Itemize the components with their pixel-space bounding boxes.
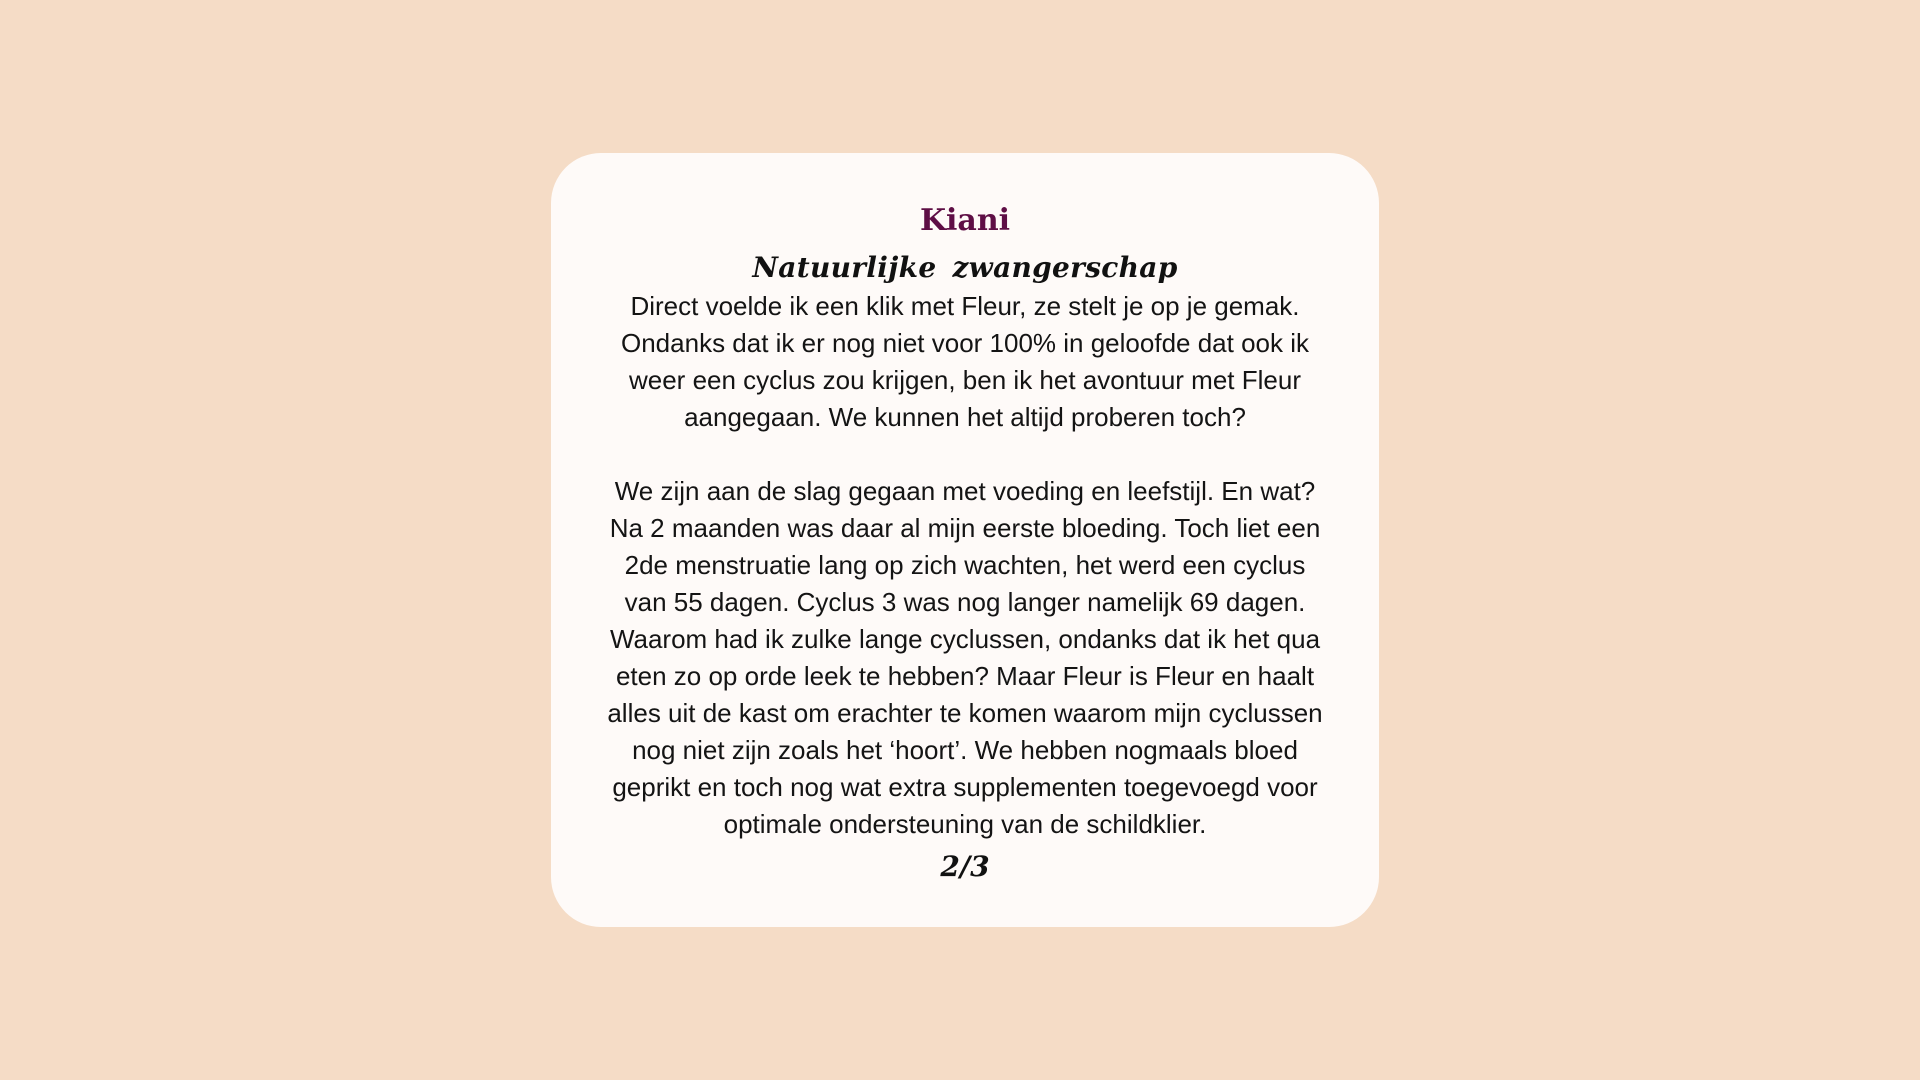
testimonial-body <box>551 288 1379 843</box>
testimonial-paragraph-1 <box>571 288 1359 436</box>
text-line: We zijn aan de slag gegaan met voeding en leefstijl. En wat? <box>614 476 1316 506</box>
text-line: aangegaan. We kunnen het altijd proberen toch? <box>684 402 1246 432</box>
text-line: geprikt en toch nog wat extra supplementen toegevoegd voor <box>612 772 1318 802</box>
text-line: 2de menstruatie lang op zich wachten, het werd een cyclus <box>624 550 1306 580</box>
text-line: Na 2 maanden was daar al mijn eerste bloeding. Toch liet een <box>609 513 1321 543</box>
text-line: nog niet zijn zoals het ‘hoort’. We hebben nogmaals bloed <box>632 735 1298 765</box>
text-line: van 55 dagen. Cyclus 3 was nog langer namelijk 69 dagen. <box>624 587 1306 617</box>
text-line: alles uit de kast om erachter te komen waarom mijn cyclussen <box>607 698 1323 728</box>
testimonial-card <box>551 153 1379 927</box>
text-line: Direct voelde ik een klik met Fleur, ze stelt je op je gemak. <box>630 291 1300 321</box>
testimonial-subtitle: Natuurlijke zwangerschap <box>752 251 1178 284</box>
text-line: Waarom had ik zulke lange cyclussen, ondanks dat ik het qua <box>609 624 1321 654</box>
text-line: weer een cyclus zou krijgen, ben ik het avontuur met Fleur <box>628 365 1301 395</box>
text-line: Ondanks dat ik er nog niet voor 100% in geloofde dat ook ik <box>621 328 1309 358</box>
testimonial-author-name: Kiani <box>919 203 1011 238</box>
testimonial-paragraph-2 <box>571 473 1359 843</box>
text-line: optimale ondersteuning van de schildklier. <box>723 809 1207 839</box>
text-line: eten zo op orde leek te hebben? Maar Fleur is Fleur en haalt <box>615 661 1315 691</box>
page-indicator: 2/3 <box>940 850 990 883</box>
